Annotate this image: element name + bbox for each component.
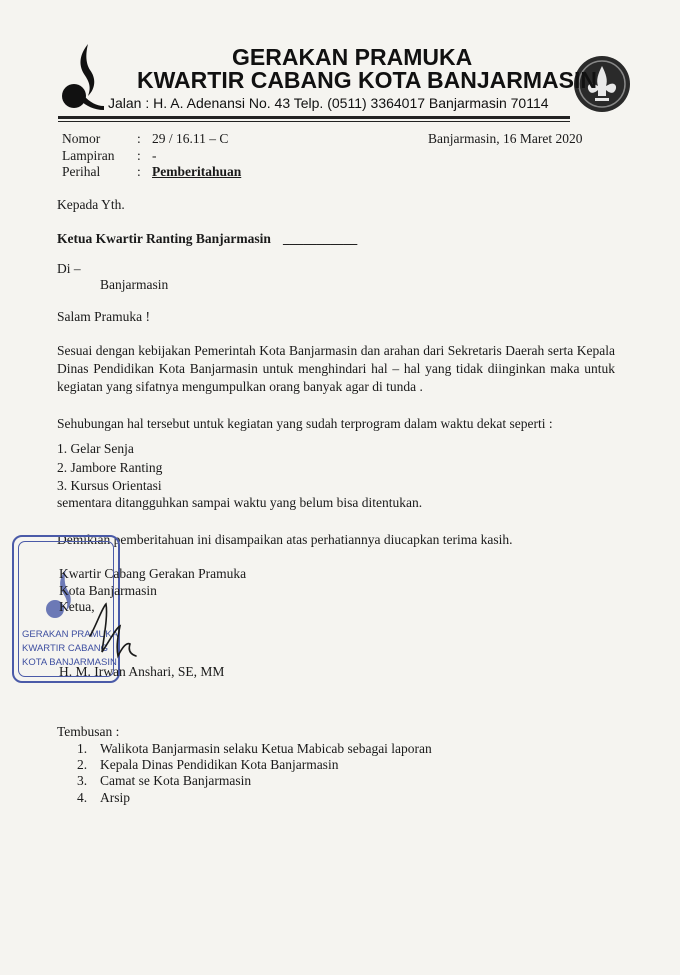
recipient-blank: ___________: [283, 231, 358, 246]
place-date: Banjarmasin, 16 Maret 2020: [428, 131, 583, 146]
perihal-label: Perihal: [62, 164, 101, 179]
lampiran-colon: :: [137, 148, 141, 163]
tunas-kelapa-logo-icon: [58, 40, 108, 114]
activity-item: 2. Jambore Ranting: [57, 460, 163, 475]
signature-org-line1: Kwartir Cabang Gerakan Pramuka: [59, 566, 247, 581]
signature-role: Ketua,: [59, 599, 95, 614]
letterhead-title: GERAKAN PRAMUKA: [232, 44, 473, 70]
nomor-label: Nomor: [62, 131, 101, 146]
cc-item-number: 3.: [77, 773, 88, 788]
activity-item: 3. Kursus Orientasi: [57, 478, 162, 493]
signature-org-line2: Kota Banjarmasin: [59, 583, 157, 598]
nomor-colon: :: [137, 131, 141, 146]
lampiran-label: Lampiran: [62, 148, 115, 163]
perihal-colon: :: [137, 164, 141, 179]
letterhead-rule-thick: [58, 116, 570, 119]
cc-label: Tembusan :: [57, 724, 120, 739]
cc-item-number: 2.: [77, 757, 88, 772]
recipient-name: Ketua Kwartir Ranting Banjarmasin: [57, 231, 271, 246]
lampiran-value: -: [152, 148, 157, 163]
cc-item-text: Arsip: [100, 790, 130, 805]
stamp-text-line2: KWARTIR CABANG: [22, 643, 109, 654]
letterhead-subtitle: KWARTIR CABANG KOTA BANJARMASIN: [137, 67, 597, 93]
letterhead-rule-thin: [58, 121, 570, 122]
stamp-text-line3: KOTA BANJARMASIN: [22, 657, 117, 668]
cc-item-text: Walikota Banjarmasin selaku Ketua Mabicab sebagai laporan: [100, 741, 432, 756]
paragraph-2: Sehubungan hal tersebut untuk kegiatan yang sudah terprogram dalam waktu dekat seperti :: [57, 416, 553, 431]
letterhead-address: Jalan : H. A. Adenansi No. 43 Telp. (0511) 3364017 Banjarmasin 70114: [108, 95, 549, 111]
greeting: Salam Pramuka !: [57, 309, 150, 324]
closing-sentence: Demikian pemberitahuan ini disampaikan atas perhatiannya diucapkan terima kasih.: [57, 532, 513, 547]
di-label: Di –: [57, 261, 81, 276]
cc-item-text: Camat se Kota Banjarmasin: [100, 773, 252, 788]
paragraph-1: Sesuai dengan kebijakan Pemerintah Kota Banjarmasin dan arahan dari Sekretaris Daerah serta Kepala Dinas Pendidikan Kota Banjarmasin untuk menghindari hal – hal yang tidak diinginkan maka untuk kegiatan yang sifatnya mengumpulkan orang banyak agar di tunda .: [57, 343, 615, 394]
kepada-yth: Kepada Yth.: [57, 197, 125, 212]
stamp-text-line1: GERAKAN PRAMUKA: [22, 629, 119, 640]
activity-item: 1. Gelar Senja: [57, 441, 134, 456]
nomor-value: 29 / 16.11 – C: [152, 131, 229, 146]
cc-item-number: 4.: [77, 790, 88, 805]
postponed-note: sementara ditangguhkan sampai waktu yang belum bisa ditentukan.: [57, 495, 423, 510]
perihal-value: Pemberitahuan: [152, 164, 242, 179]
signatory-name: H. M. Irwan Anshari, SE, MM: [59, 664, 225, 679]
recipient-city: Banjarmasin: [100, 277, 169, 292]
handwritten-signature: [80, 596, 150, 666]
cc-item-text: Kepala Dinas Pendidikan Kota Banjarmasin: [100, 757, 339, 772]
cc-item-number: 1.: [77, 741, 88, 756]
